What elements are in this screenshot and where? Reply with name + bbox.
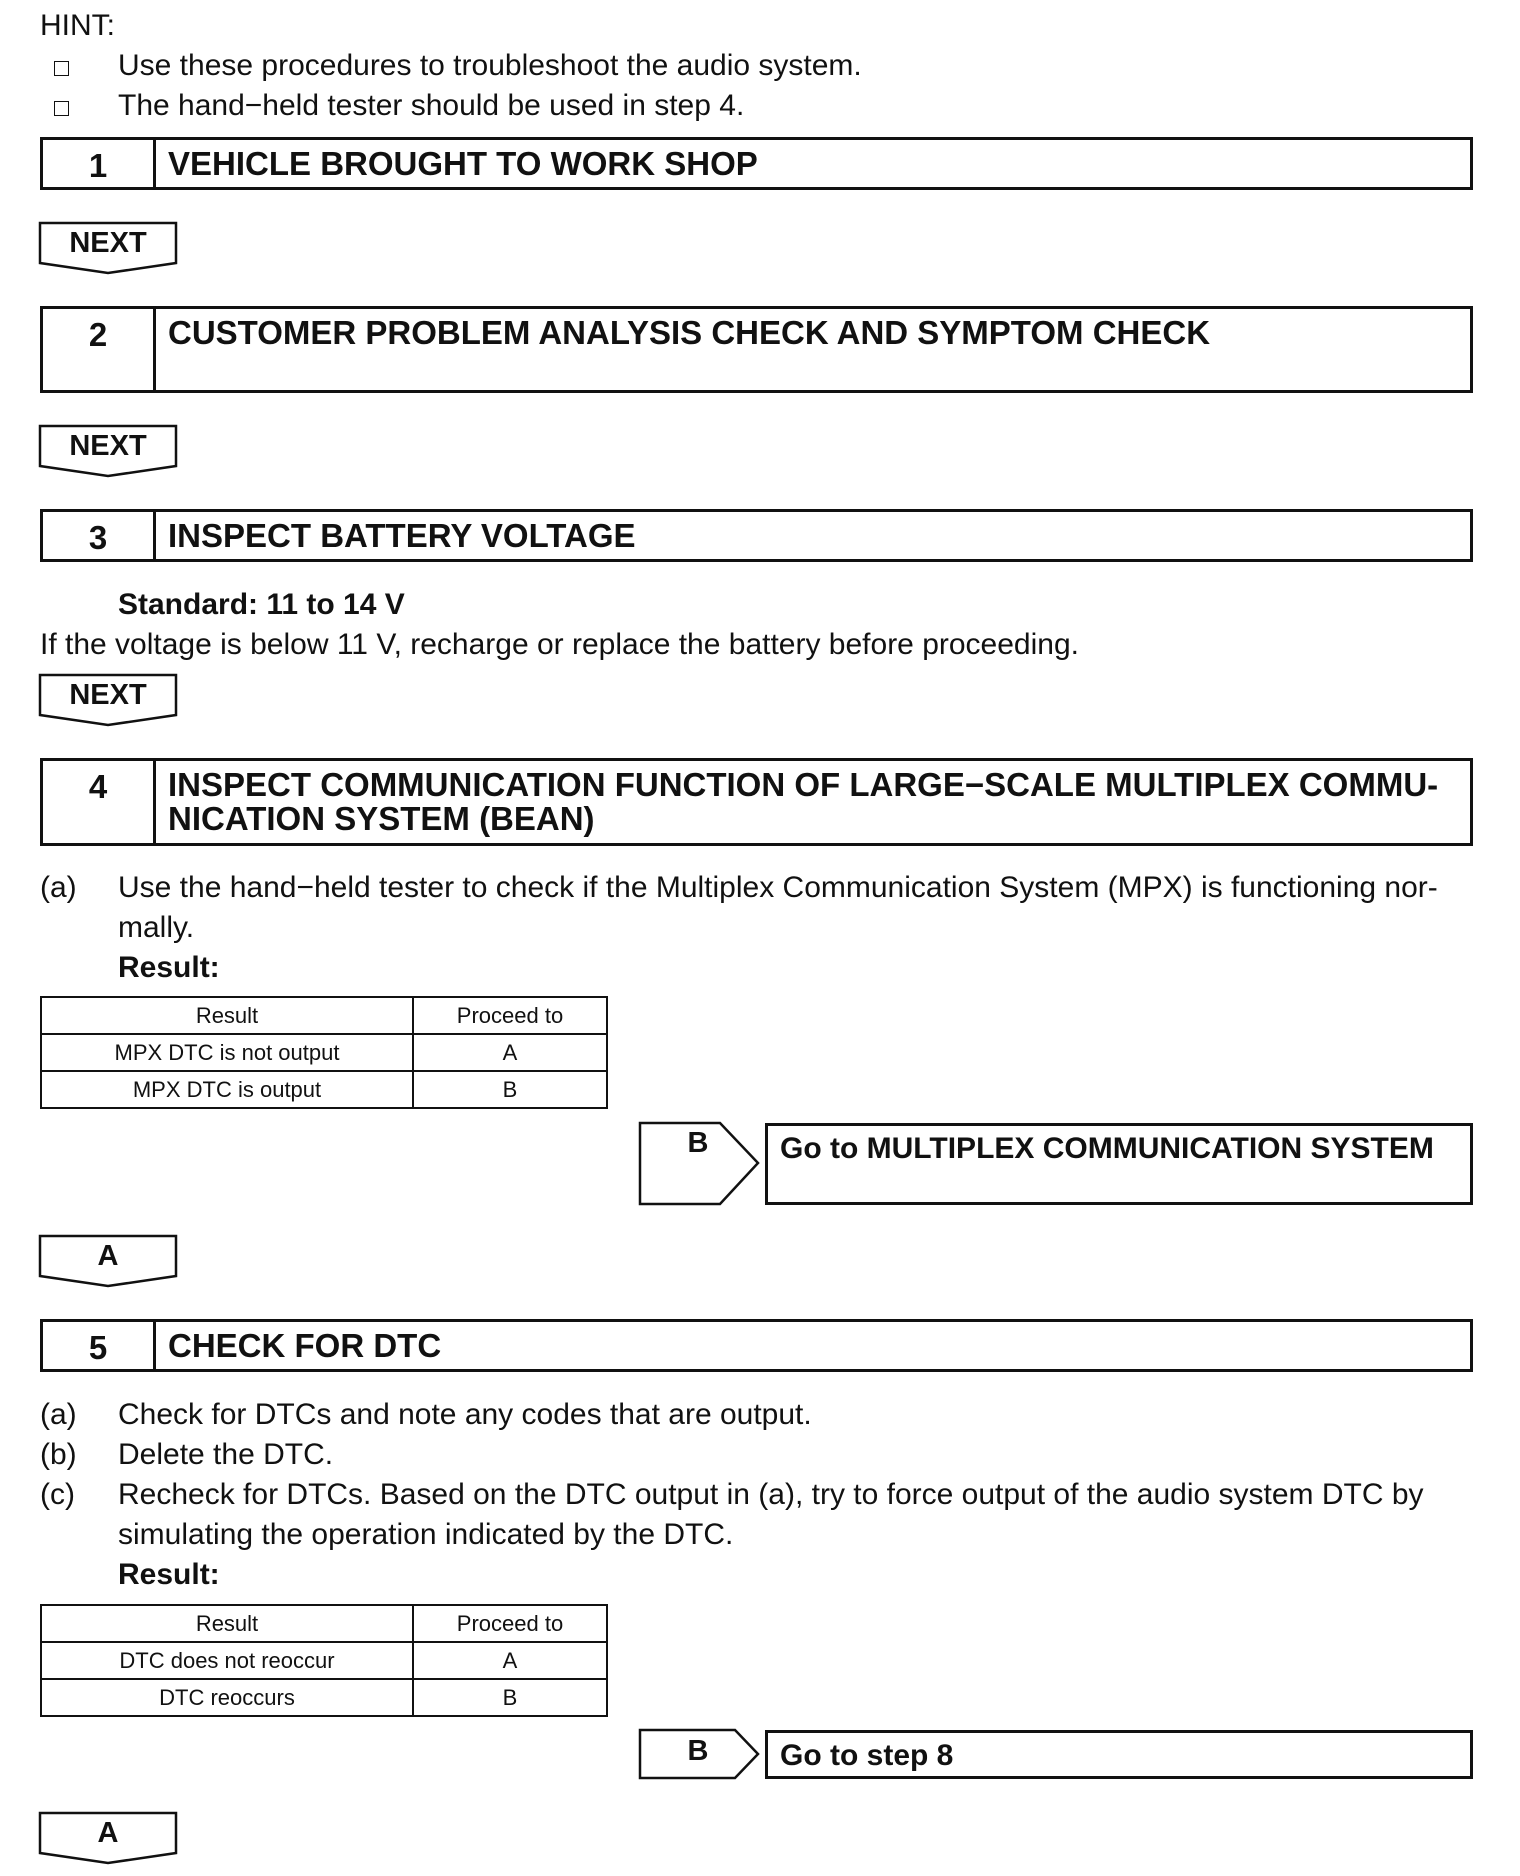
table-header-row [41, 1605, 607, 1642]
table-row [41, 1034, 607, 1071]
a-arrow-tag [38, 1234, 178, 1290]
table-header: Result [41, 1605, 413, 1642]
step-title: CUSTOMER PROBLEM ANALYSIS CHECK AND SYMPTOM CHECK [168, 314, 1211, 351]
step-header [40, 1319, 1473, 1372]
instruction-text: Delete the DTC. [118, 1438, 334, 1471]
step-number: 5 [43, 1322, 156, 1369]
table-cell: DTC does not reoccur [41, 1642, 413, 1679]
table-row [41, 1071, 607, 1108]
bullet-icon [54, 61, 69, 81]
table-row [41, 1642, 607, 1679]
step-header [40, 509, 1473, 562]
step-title: INSPECT COMMUNICATION FUNCTION OF LARGE−SCALE MULTIPLEX COMMU- NICATION SYSTEM (BEAN) [168, 766, 1439, 837]
battery-note: If the voltage is below 11 V, recharge or replace the battery before proceeding. [40, 628, 1079, 661]
result-table [40, 1604, 608, 1717]
table-header: Result [41, 997, 413, 1034]
step-header [40, 758, 1473, 846]
item-marker: (c) [40, 1478, 75, 1511]
next-arrow-tag [38, 221, 178, 277]
step-title: CHECK FOR DTC [168, 1327, 442, 1364]
next-label: NEXT [69, 227, 147, 259]
table-header: Proceed to [413, 997, 607, 1034]
table-cell: B [413, 1071, 607, 1108]
instruction-text: Recheck for DTCs. Based on the DTC output in (a), try to force output of the audio system DTC by [118, 1478, 1424, 1511]
instruction-text: Use the hand−held tester to check if the Multiplex Communication System (MPX) is functioning nor- [118, 871, 1438, 904]
result-table [40, 996, 608, 1109]
item-marker: (b) [40, 1438, 77, 1471]
item-marker: (a) [40, 1398, 77, 1431]
result-label: Result: [118, 1558, 220, 1591]
next-label: NEXT [69, 679, 147, 711]
item-marker: (a) [40, 871, 77, 904]
table-cell: MPX DTC is not output [41, 1034, 413, 1071]
table-row [41, 1679, 607, 1716]
step-title: INSPECT BATTERY VOLTAGE [168, 517, 636, 554]
hint-item: Use these procedures to troubleshoot the audio system. [118, 49, 862, 82]
next-arrow-tag [38, 673, 178, 729]
step-number: 4 [43, 761, 156, 843]
a-arrow-tag [38, 1811, 178, 1867]
hint-item: The hand−held tester should be used in step 4. [118, 89, 745, 122]
next-label: NEXT [69, 430, 147, 462]
step-header [40, 306, 1473, 393]
table-cell: B [413, 1679, 607, 1716]
branch-b [638, 1728, 1473, 1780]
instruction-text: simulating the operation indicated by the DTC. [118, 1518, 734, 1551]
next-arrow-tag [38, 424, 178, 480]
table-cell: MPX DTC is output [41, 1071, 413, 1108]
step-header [40, 137, 1473, 190]
bullet-icon [54, 101, 69, 121]
instruction-text: mally. [118, 911, 195, 944]
hint-title: HINT: [40, 9, 115, 42]
step-number: 1 [43, 140, 156, 187]
branch-label: B [687, 1735, 709, 1767]
table-cell: DTC reoccurs [41, 1679, 413, 1716]
step-number: 2 [43, 309, 156, 390]
branch-target: Go to MULTIPLEX COMMUNICATION SYSTEM [765, 1123, 1473, 1205]
instruction-text: Check for DTCs and note any codes that are output. [118, 1398, 812, 1431]
table-header: Proceed to [413, 1605, 607, 1642]
table-header-row [41, 997, 607, 1034]
standard-value: Standard: 11 to 14 V [118, 588, 405, 621]
branch-b [638, 1121, 1473, 1206]
step-number: 3 [43, 512, 156, 559]
a-label: A [97, 1817, 119, 1849]
table-cell: A [413, 1034, 607, 1071]
result-label: Result: [118, 951, 220, 984]
branch-label: B [687, 1127, 709, 1159]
table-cell: A [413, 1642, 607, 1679]
step-title: VEHICLE BROUGHT TO WORK SHOP [168, 145, 758, 182]
a-label: A [97, 1240, 119, 1272]
branch-target: Go to step 8 [765, 1730, 1473, 1779]
